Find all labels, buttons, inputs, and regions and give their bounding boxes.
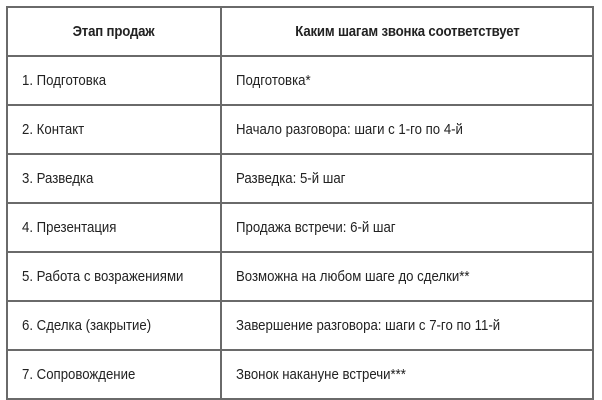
header-label: Этап продаж [73, 23, 155, 40]
steps-label: Завершение разговора: шаги с 7-го по 11-й [236, 317, 501, 334]
table-row [7, 203, 593, 252]
steps-cell [221, 301, 593, 350]
stage-cell [7, 301, 221, 350]
stage-label: 5. Работа с возражениями [22, 268, 184, 285]
stage-cell [7, 56, 221, 105]
steps-label: Продажа встречи: 6-й шаг [236, 219, 396, 236]
stage-cell [7, 350, 221, 399]
stage-label: 3. Разведка [22, 170, 94, 187]
steps-label: Начало разговора: шаги с 1-го по 4-й [236, 121, 463, 138]
table-row [7, 350, 593, 399]
table-row [7, 252, 593, 301]
stage-label: 6. Сделка (закрытие) [22, 317, 152, 334]
steps-cell [221, 350, 593, 399]
stage-label: 1. Подготовка [22, 72, 107, 89]
steps-cell [221, 105, 593, 154]
stage-label: 2. Контакт [22, 121, 85, 138]
header-call-steps [221, 7, 593, 56]
steps-label: Разведка: 5-й шаг [236, 170, 346, 187]
table-row [7, 105, 593, 154]
steps-cell [221, 203, 593, 252]
stage-label: 4. Презентация [22, 219, 117, 236]
steps-label: Звонок накануне встречи*** [236, 366, 406, 383]
stage-cell [7, 252, 221, 301]
stage-cell [7, 203, 221, 252]
header-label: Каким шагам звонка соответствует [294, 23, 520, 40]
sales-stages-table [6, 6, 594, 400]
header-sales-stage [7, 7, 221, 56]
steps-label: Подготовка* [236, 72, 311, 89]
steps-cell [221, 56, 593, 105]
steps-cell [221, 252, 593, 301]
table-row [7, 301, 593, 350]
table-row [7, 154, 593, 203]
steps-label: Возможна на любом шаге до сделки** [236, 268, 470, 285]
stage-cell [7, 105, 221, 154]
table-header-row [7, 7, 593, 56]
table-row [7, 56, 593, 105]
stage-label: 7. Сопровождение [22, 366, 136, 383]
stage-cell [7, 154, 221, 203]
steps-cell [221, 154, 593, 203]
